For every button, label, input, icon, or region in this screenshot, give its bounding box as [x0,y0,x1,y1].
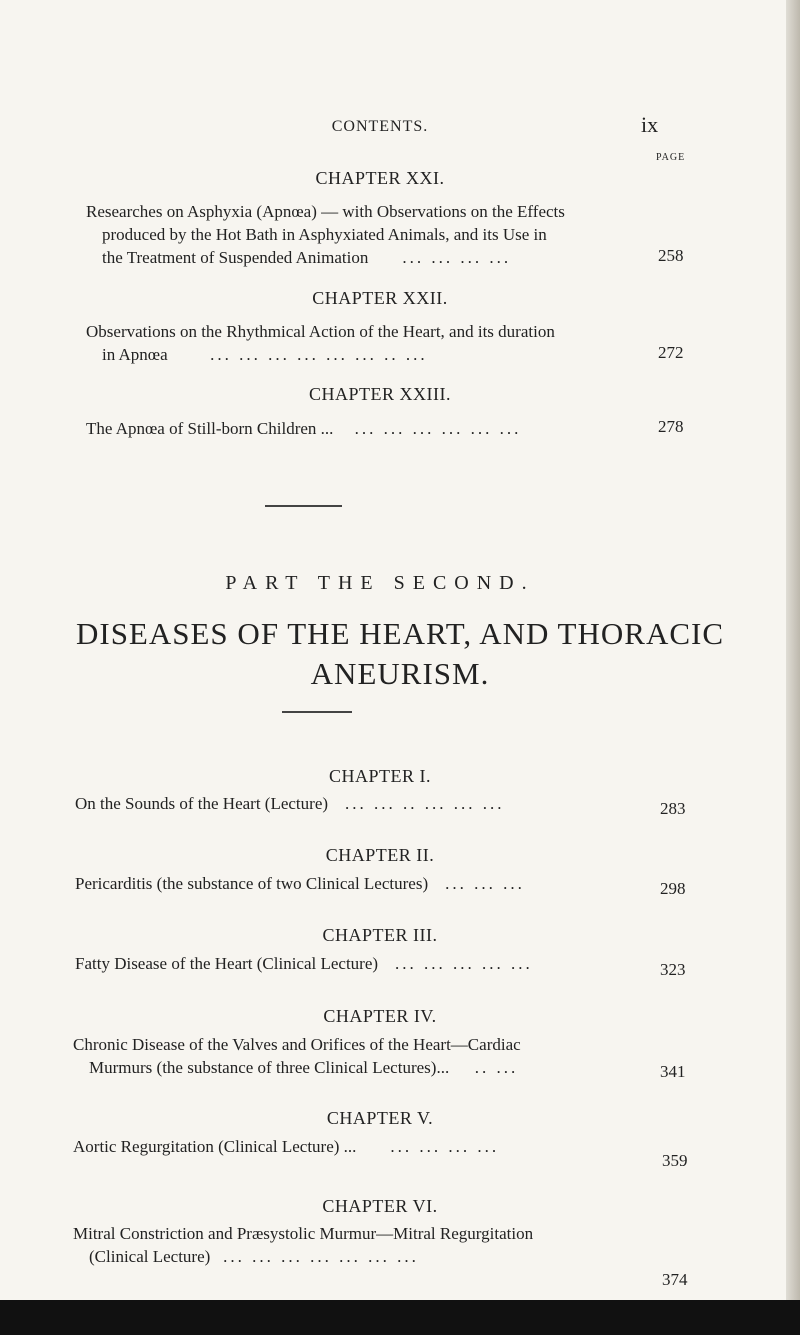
entry-text: Pericarditis (the substance of two Clinical Lectures) [75,874,429,893]
chapter-heading: CHAPTER IV. [323,1006,437,1026]
page-edge-shadow [786,0,800,1335]
dot-leader: ... ... ... ... ... ... ... [223,1247,419,1266]
dot-leader: ... ... ... ... [390,1137,500,1156]
toc-entry [75,872,645,895]
entry-page-number: 278 [658,417,684,436]
entry-page-number: 283 [660,799,686,818]
dot-leader: ... ... ... ... ... ... [354,419,522,438]
entry-page-number: 272 [658,343,684,362]
toc-entry [73,1222,673,1268]
entry-text-line [73,1056,673,1079]
chapter-heading: CHAPTER I. [328,766,431,786]
entry-text-line [86,246,656,269]
entry-page-number: 258 [658,246,684,265]
entry-page-number: 298 [660,879,686,898]
page-number: ix [641,112,659,137]
chapter-heading: CHAPTER XXII. [312,288,448,308]
part-title: ANEURISM. [310,656,490,691]
entry-page-number: 374 [662,1270,688,1289]
section-rule [265,505,342,507]
toc-entry [73,1033,673,1079]
toc-entry [86,417,656,440]
toc-entry [73,1135,643,1158]
entry-text: the Treatment of Suspended Animation [102,248,369,267]
entry-text: produced by the Hot Bath in Asphyxiated Animals, and its Use in [102,225,547,244]
dot-leader: ... ... ... [445,874,525,893]
entry-text: in Apnœa [102,345,168,364]
section-rule [282,711,352,713]
dot-leader: ... ... ... ... ... [395,954,533,973]
dot-leader: ... ... .. ... ... ... [345,794,505,813]
chapter-heading: CHAPTER XXIII. [309,384,451,404]
chapter-heading: CHAPTER VI. [322,1196,438,1216]
entry-text: The Apnœa of Still-born Children ... [86,419,334,438]
entry-text: Observations on the Rhythmical Action of the Heart, and its duration [86,322,555,341]
chapter-heading: CHAPTER V. [326,1108,434,1128]
entry-page-number: 359 [662,1151,688,1170]
dot-leader: .. ... [474,1058,519,1077]
entry-text: Fatty Disease of the Heart (Clinical Lecture) [75,954,379,973]
chapter-heading: CHAPTER III. [322,925,438,945]
entry-page-number: 323 [660,960,686,979]
entry-text: Chronic Disease of the Valves and Orifices of the Heart—Cardiac [73,1035,521,1054]
dot-leader: ... ... ... ... [402,248,512,267]
entry-text: On the Sounds of the Heart (Lecture) [75,794,329,813]
page-column-label: PAGE [656,152,686,163]
entry-text: Mitral Constriction and Præsystolic Murmur—Mitral Regurgitation [73,1224,534,1243]
entry-text: Murmurs (the substance of three Clinical Lectures)... [89,1058,450,1077]
entry-text-line [73,1245,673,1268]
toc-entry [86,320,656,366]
running-header: CONTENTS. [331,118,429,135]
toc-entry [75,792,645,815]
entry-text: Researches on Asphyxia (Apnœa) — with Observations on the Effects [86,202,565,221]
chapter-heading: CHAPTER XXI. [315,168,445,188]
entry-text: Aortic Regurgitation (Clinical Lecture) ... [73,1137,357,1156]
entry-text: (Clinical Lecture) [89,1247,211,1266]
part-label: PART THE SECOND. [225,572,535,594]
scan-bottom-border [0,1300,800,1335]
dot-leader: ... ... ... ... ... ... .. ... [210,345,428,364]
entry-page-number: 341 [660,1062,686,1081]
toc-entry [75,952,645,975]
entry-text-line [86,343,656,366]
part-title: DISEASES OF THE HEART, AND THORACIC [75,616,725,651]
chapter-heading: CHAPTER II. [325,845,435,865]
toc-entry [86,200,656,269]
